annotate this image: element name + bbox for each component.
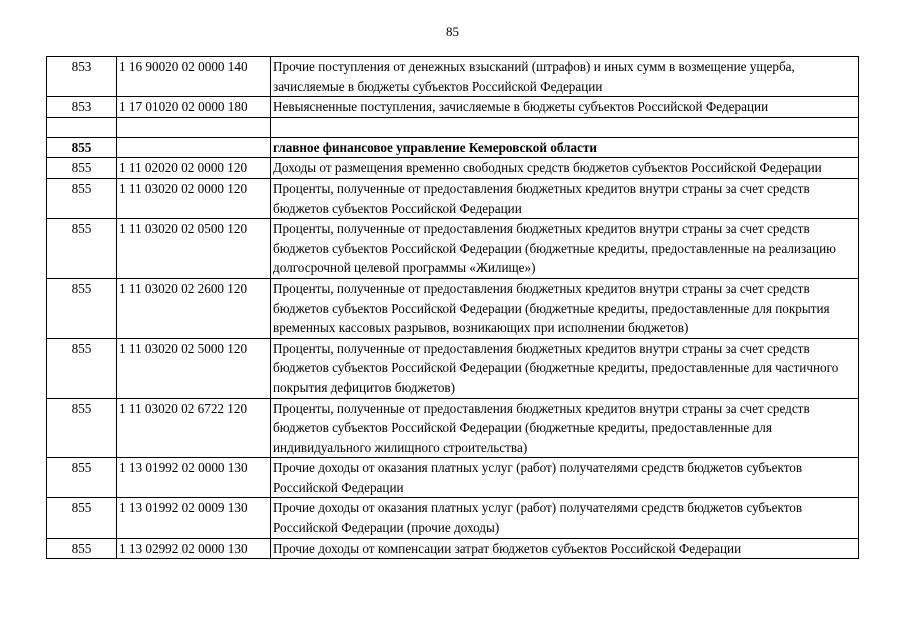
revenue-code-cell: 1 13 02992 02 0000 130: [117, 538, 271, 559]
table-row: [47, 57, 859, 97]
revenue-code-cell: 1 11 03020 02 6722 120: [117, 398, 271, 458]
section-header-row: [47, 137, 859, 158]
description-cell: Проценты, полученные от предоставления бюджетных кредитов внутри страны за счет средств бюджетов субъектов Российской Федерации (бюджетные кредиты, предоставленные на реализацию долгосрочной целевой программы «Жилище»): [271, 219, 859, 279]
admin-code-cell: 853: [47, 97, 117, 118]
description-cell: Невыясненные поступления, зачисляемые в бюджеты субъектов Российской Федерации: [271, 97, 859, 118]
description-cell: Прочие доходы от оказания платных услуг (работ) получателями средств бюджетов субъектов Российской Федерации (прочие доходы): [271, 498, 859, 538]
page-number: 85: [446, 24, 459, 39]
description-cell: Прочие доходы от компенсации затрат бюджетов субъектов Российской Федерации: [271, 538, 859, 559]
table-row: [47, 458, 859, 498]
revenue-code-cell: 1 17 01020 02 0000 180: [117, 97, 271, 118]
description-cell: Прочие поступления от денежных взысканий (штрафов) и иных сумм в возмещение ущерба, зачисляемые в бюджеты субъектов Российской Федерации: [271, 57, 859, 97]
description-cell: [271, 117, 859, 137]
revenue-codes-table: [46, 56, 859, 559]
revenue-code-cell: 1 11 02020 02 0000 120: [117, 158, 271, 179]
description-cell: Прочие доходы от оказания платных услуг (работ) получателями средств бюджетов субъектов Российской Федерации: [271, 458, 859, 498]
revenue-code-cell: 1 11 03020 02 0500 120: [117, 219, 271, 279]
admin-code-cell: 855: [47, 458, 117, 498]
admin-code-cell: [47, 117, 117, 137]
admin-code-cell: 855: [47, 338, 117, 398]
table-row: [47, 178, 859, 218]
table-row: [47, 498, 859, 538]
admin-code-cell: 855: [47, 398, 117, 458]
description-cell: Доходы от размещения временно свободных средств бюджетов субъектов Российской Федерации: [271, 158, 859, 179]
admin-code-cell: 855: [47, 158, 117, 179]
revenue-code-cell: 1 11 03020 02 2600 120: [117, 278, 271, 338]
description-cell: Проценты, полученные от предоставления бюджетных кредитов внутри страны за счет средств бюджетов субъектов Российской Федерации: [271, 178, 859, 218]
admin-code-cell: 855: [47, 137, 117, 158]
admin-code-cell: 855: [47, 498, 117, 538]
table-row: [47, 219, 859, 279]
table-row: [47, 158, 859, 179]
revenue-code-cell: 1 11 03020 02 5000 120: [117, 338, 271, 398]
description-cell: Проценты, полученные от предоставления бюджетных кредитов внутри страны за счет средств бюджетов субъектов Российской Федерации (бюджетные кредиты, предоставленные для покрытия временных кассовых разрывов, возникающих при исполнении бюджетов): [271, 278, 859, 338]
table-row: [47, 538, 859, 559]
admin-code-cell: 855: [47, 219, 117, 279]
admin-code-cell: 853: [47, 57, 117, 97]
revenue-code-cell: [117, 137, 271, 158]
revenue-code-cell: 1 16 90020 02 0000 140: [117, 57, 271, 97]
admin-code-cell: 855: [47, 538, 117, 559]
revenue-code-cell: 1 13 01992 02 0000 130: [117, 458, 271, 498]
description-cell: Проценты, полученные от предоставления бюджетных кредитов внутри страны за счет средств бюджетов субъектов Российской Федерации (бюджетные кредиты, предоставленные для индивидуального жилищного строительства): [271, 398, 859, 458]
admin-code-cell: 855: [47, 178, 117, 218]
revenue-code-cell: 1 13 01992 02 0009 130: [117, 498, 271, 538]
description-cell: Проценты, полученные от предоставления бюджетных кредитов внутри страны за счет средств бюджетов субъектов Российской Федерации (бюджетные кредиты, предоставленные для частичного покрытия дефицитов бюджетов): [271, 338, 859, 398]
revenue-code-cell: [117, 117, 271, 137]
admin-code-cell: 855: [47, 278, 117, 338]
section-title-cell: главное финансовое управление Кемеровской области: [271, 137, 859, 158]
table-row: [47, 398, 859, 458]
table-row: [47, 97, 859, 118]
revenue-code-cell: 1 11 03020 02 0000 120: [117, 178, 271, 218]
table-row: [47, 278, 859, 338]
table-row-empty: [47, 117, 859, 137]
table-row: [47, 338, 859, 398]
